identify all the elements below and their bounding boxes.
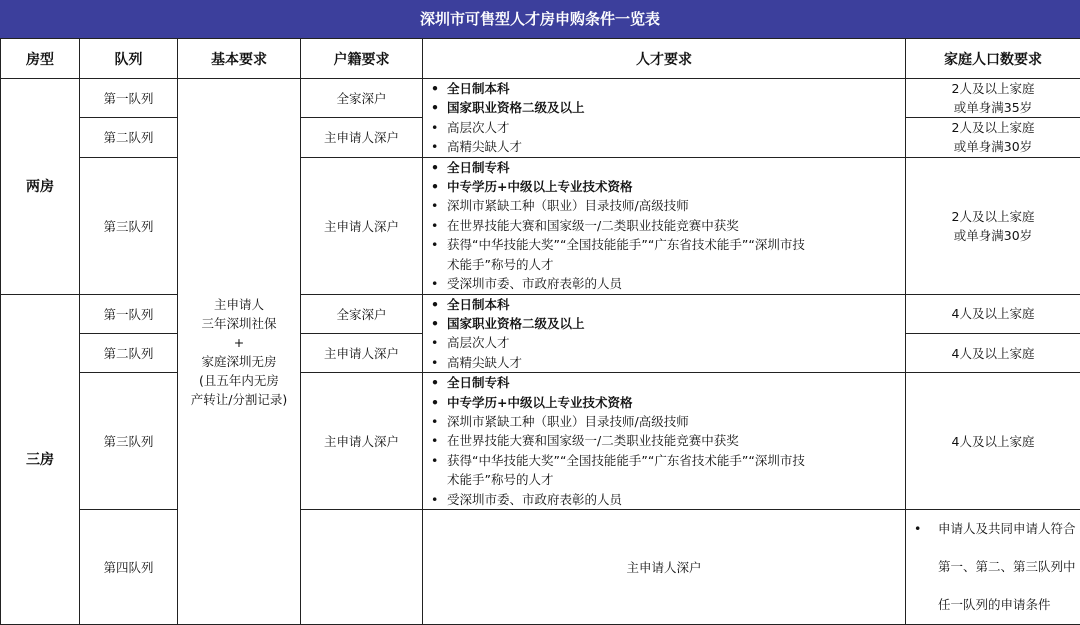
family-line: 2人及以上家庭 bbox=[906, 207, 1080, 226]
family-line: 4人及以上家庭 bbox=[906, 432, 1080, 451]
family-line: 2人及以上家庭 bbox=[906, 79, 1080, 98]
table-row bbox=[1, 373, 1080, 510]
basic-line: 家庭深圳无房 bbox=[178, 352, 300, 371]
queue-cell: 第一队列 bbox=[80, 79, 178, 118]
table-row bbox=[1, 294, 1080, 333]
hukou-cell: 全家深户 bbox=[301, 294, 423, 333]
table-row bbox=[1, 79, 1080, 118]
basic-line: 主申请人 bbox=[178, 295, 300, 314]
talent-item: • 申请人及共同申请人符合第一、第二、第三队列中任一队列的申请条件 bbox=[914, 510, 1080, 624]
room-type-cell: 两房 bbox=[1, 79, 80, 295]
talent-item: • 全日制专科 bbox=[431, 373, 905, 392]
room-type-cell: 三房 bbox=[1, 294, 80, 625]
basic-line: 产转让/分割记录) bbox=[178, 390, 300, 409]
queue-cell: 第四队列 bbox=[80, 510, 178, 625]
header-hukou: 户籍要求 bbox=[301, 39, 423, 79]
family-line: 或单身满30岁 bbox=[906, 137, 1080, 156]
talent-item-text: 术能手”称号的人才 bbox=[447, 472, 553, 487]
talent-item: • 全日制本科 bbox=[431, 79, 905, 98]
header-family: 家庭人口数要求 bbox=[906, 39, 1080, 79]
queue-cell: 第一队列 bbox=[80, 294, 178, 333]
requirements-table bbox=[0, 38, 1080, 625]
table-row bbox=[1, 157, 1080, 294]
family-line: 或单身满35岁 bbox=[906, 98, 1080, 117]
table-title: 深圳市可售型人才房申购条件一览表 bbox=[0, 0, 1080, 38]
queue-cell: 第三队列 bbox=[80, 373, 178, 510]
hukou-cell: 主申请人深户 bbox=[423, 510, 906, 625]
talent-cell bbox=[423, 294, 906, 373]
family-line: 4人及以上家庭 bbox=[906, 344, 1080, 363]
family-cell bbox=[906, 157, 1080, 294]
talent-item: • 全日制本科 bbox=[431, 295, 905, 314]
talent-item-text: 术能手”称号的人才 bbox=[447, 257, 553, 272]
talent-item: • 高层次人才 bbox=[431, 118, 905, 137]
talent-item bbox=[431, 235, 905, 274]
talent-cell bbox=[423, 373, 906, 510]
family-cell bbox=[906, 333, 1080, 372]
family-cell bbox=[906, 79, 1080, 118]
talent-item: • 高精尖缺人才 bbox=[431, 137, 905, 156]
queue-cell: 第三队列 bbox=[80, 157, 178, 294]
talent-item-text: 获得“中华技能大奖”“全国技能能手”“广东省技术能手”“深圳市技 bbox=[447, 237, 805, 252]
talent-item: • 高精尖缺人才 bbox=[431, 353, 905, 372]
family-cell bbox=[906, 373, 1080, 510]
talent-item: • 国家职业资格二级及以上 bbox=[431, 98, 905, 117]
talent-item: • 受深圳市委、市政府表彰的人员 bbox=[431, 490, 905, 509]
basic-line: + bbox=[178, 333, 300, 352]
talent-item: • 全日制专科 bbox=[431, 158, 905, 177]
talent-cell bbox=[423, 157, 906, 294]
talent-item: • 中专学历+中级以上专业技术资格 bbox=[431, 393, 905, 412]
hukou-cell: 主申请人深户 bbox=[301, 333, 423, 372]
talent-item: • 受深圳市委、市政府表彰的人员 bbox=[431, 274, 905, 293]
family-line: 4人及以上家庭 bbox=[906, 304, 1080, 323]
talent-item-text: 获得“中华技能大奖”“全国技能能手”“广东省技术能手”“深圳市技 bbox=[447, 453, 805, 468]
queue-cell: 第二队列 bbox=[80, 333, 178, 372]
basic-requirement-cell bbox=[178, 79, 301, 625]
hukou-cell: 全家深户 bbox=[301, 79, 423, 118]
header-room-type: 房型 bbox=[1, 39, 80, 79]
queue-cell: 第二队列 bbox=[80, 118, 178, 157]
talent-item: • 在世界技能大赛和国家级一/二类职业技能竞赛中获奖 bbox=[431, 431, 905, 450]
talent-cell bbox=[906, 510, 1080, 625]
talent-item: • 深圳市紧缺工种（职业）目录技师/高级技师 bbox=[431, 412, 905, 431]
talent-item: • 深圳市紧缺工种（职业）目录技师/高级技师 bbox=[431, 196, 905, 215]
family-cell bbox=[906, 118, 1080, 157]
header-basic: 基本要求 bbox=[178, 39, 301, 79]
family-line: 或单身满30岁 bbox=[906, 226, 1080, 245]
header-row bbox=[1, 39, 1080, 79]
hukou-cell: 主申请人深户 bbox=[301, 157, 423, 294]
header-talent: 人才要求 bbox=[423, 39, 906, 79]
table-row bbox=[1, 510, 1080, 625]
talent-item: • 国家职业资格二级及以上 bbox=[431, 314, 905, 333]
talent-item bbox=[431, 451, 905, 490]
hukou-cell: 主申请人深户 bbox=[301, 118, 423, 157]
talent-item: • 高层次人才 bbox=[431, 333, 905, 352]
family-cell bbox=[906, 294, 1080, 333]
basic-line: (且五年内无房 bbox=[178, 371, 300, 390]
talent-cell bbox=[423, 79, 906, 158]
basic-requirement-empty-cell bbox=[301, 510, 423, 625]
hukou-cell: 主申请人深户 bbox=[301, 373, 423, 510]
basic-line: 三年深圳社保 bbox=[178, 314, 300, 333]
family-line: 2人及以上家庭 bbox=[906, 118, 1080, 137]
header-queue: 队列 bbox=[80, 39, 178, 79]
talent-item: • 中专学历+中级以上专业技术资格 bbox=[431, 177, 905, 196]
talent-item: • 在世界技能大赛和国家级一/二类职业技能竞赛中获奖 bbox=[431, 216, 905, 235]
